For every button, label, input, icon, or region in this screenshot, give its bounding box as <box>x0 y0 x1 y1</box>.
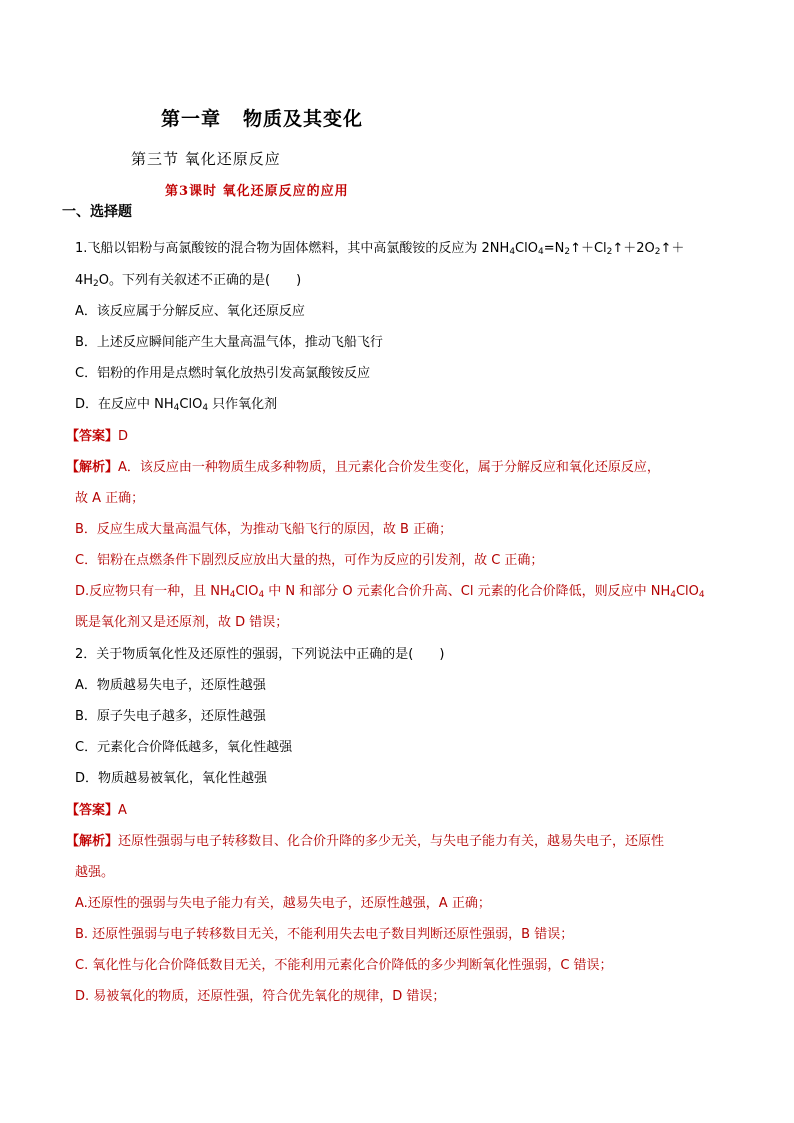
q2-option-c: C．元素化合价降低越多，氧化性越强 <box>75 740 293 755</box>
q2-analysis-line1: 【解析】还原性强弱与电子转移数目、化合价升降的多少无关，与失电子能力有关，越易失电子，还原性 <box>66 834 665 849</box>
q2-analysis-line2: 越强。 <box>75 865 115 880</box>
q2-analysis-line3: A.还原性的强弱与失电子能力有关，越易失电子，还原性越强，A 正确； <box>75 896 491 911</box>
q2-option-b: B．原子失电子越多，还原性越强 <box>75 709 266 724</box>
q1-option-d: D．在反应中 $NH_4ClO_4$ 只作氧化剂 <box>75 397 278 413</box>
q1-analysis-line6: 既是氧化剂又是还原剂，故 D 错误； <box>75 615 289 630</box>
section-heading: 一、选择题 <box>62 204 132 220</box>
q1-analysis-line2: 故 A 正确； <box>75 491 145 506</box>
lesson-title: 第3课时 氧化还原反应的应用 <box>165 184 349 199</box>
q1-analysis-line3: B．反应生成大量高温气体，为推动飞船飞行的原因，故 B 正确； <box>75 522 453 537</box>
q1-stem-cont: $4H_2O$。下列有关叙述不正确的是( ) <box>75 273 302 289</box>
chapter-name: 物质及其变化 <box>243 108 364 130</box>
chapter-number: 第一章 <box>161 108 222 130</box>
q1-analysis-line4: C．铝粉在点燃条件下剧烈反应放出大量的热，可作为反应的引发剂，故 C 正确； <box>75 553 544 568</box>
q1-option-c: C．铝粉的作用是点燃时氧化放热引发高氯酸铵反应 <box>75 366 371 381</box>
q1-option-b: B．上述反应瞬间能产生大量高温气体，推动飞船飞行 <box>75 335 383 350</box>
q1-analysis-line5: D.反应物只有一种，且 $NH_4ClO_4$ 中 N 和部分 O 元素化合价升高、Cl 元素的化合价降低，则反应中 $NH_4ClO_4$ <box>75 584 705 600</box>
q2-option-a: A．物质越易失电子，还原性越强 <box>75 678 266 693</box>
q2-option-d: D．物质越易被氧化，氧化性越强 <box>75 771 268 786</box>
q2-analysis-line6: D. 易被氧化的物质，还原性强，符合优先氧化的规律，D 错误； <box>75 989 446 1004</box>
q2-analysis-line4: B. 还原性强弱与电子转移数目无关，不能利用失去电子数目判断还原性强弱，B 错误； <box>75 927 574 942</box>
q1-analysis-line1: 【解析】A．该反应由一种物质生成多种物质，且元素化合价发生变化，属于分解反应和氧化还原反应， <box>66 460 660 475</box>
q1-option-a: A．该反应属于分解反应、氧化还原反应 <box>75 304 305 319</box>
section-title: 第三节 氧化还原反应 <box>131 150 281 168</box>
q1-answer: 【答案】D <box>66 429 129 444</box>
chapter-title <box>161 104 363 131</box>
q2-analysis-line5: C. 氧化性与化合价降低数目无关，不能利用元素化合价降低的多少判断氧化性强弱，C 错误； <box>75 958 613 973</box>
q2-stem: 2．关于物质氧化性及还原性的强弱，下列说法中正确的是( ) <box>75 647 445 662</box>
q1-stem: 1.飞船以铝粉与高氯酸铵的混合物为固体燃料，其中高氯酸铵的反应为 $2NH_4ClO_4=N_2↑+Cl_2↑+2O_2↑+$ <box>75 241 685 257</box>
q2-answer: 【答案】A <box>66 803 127 818</box>
